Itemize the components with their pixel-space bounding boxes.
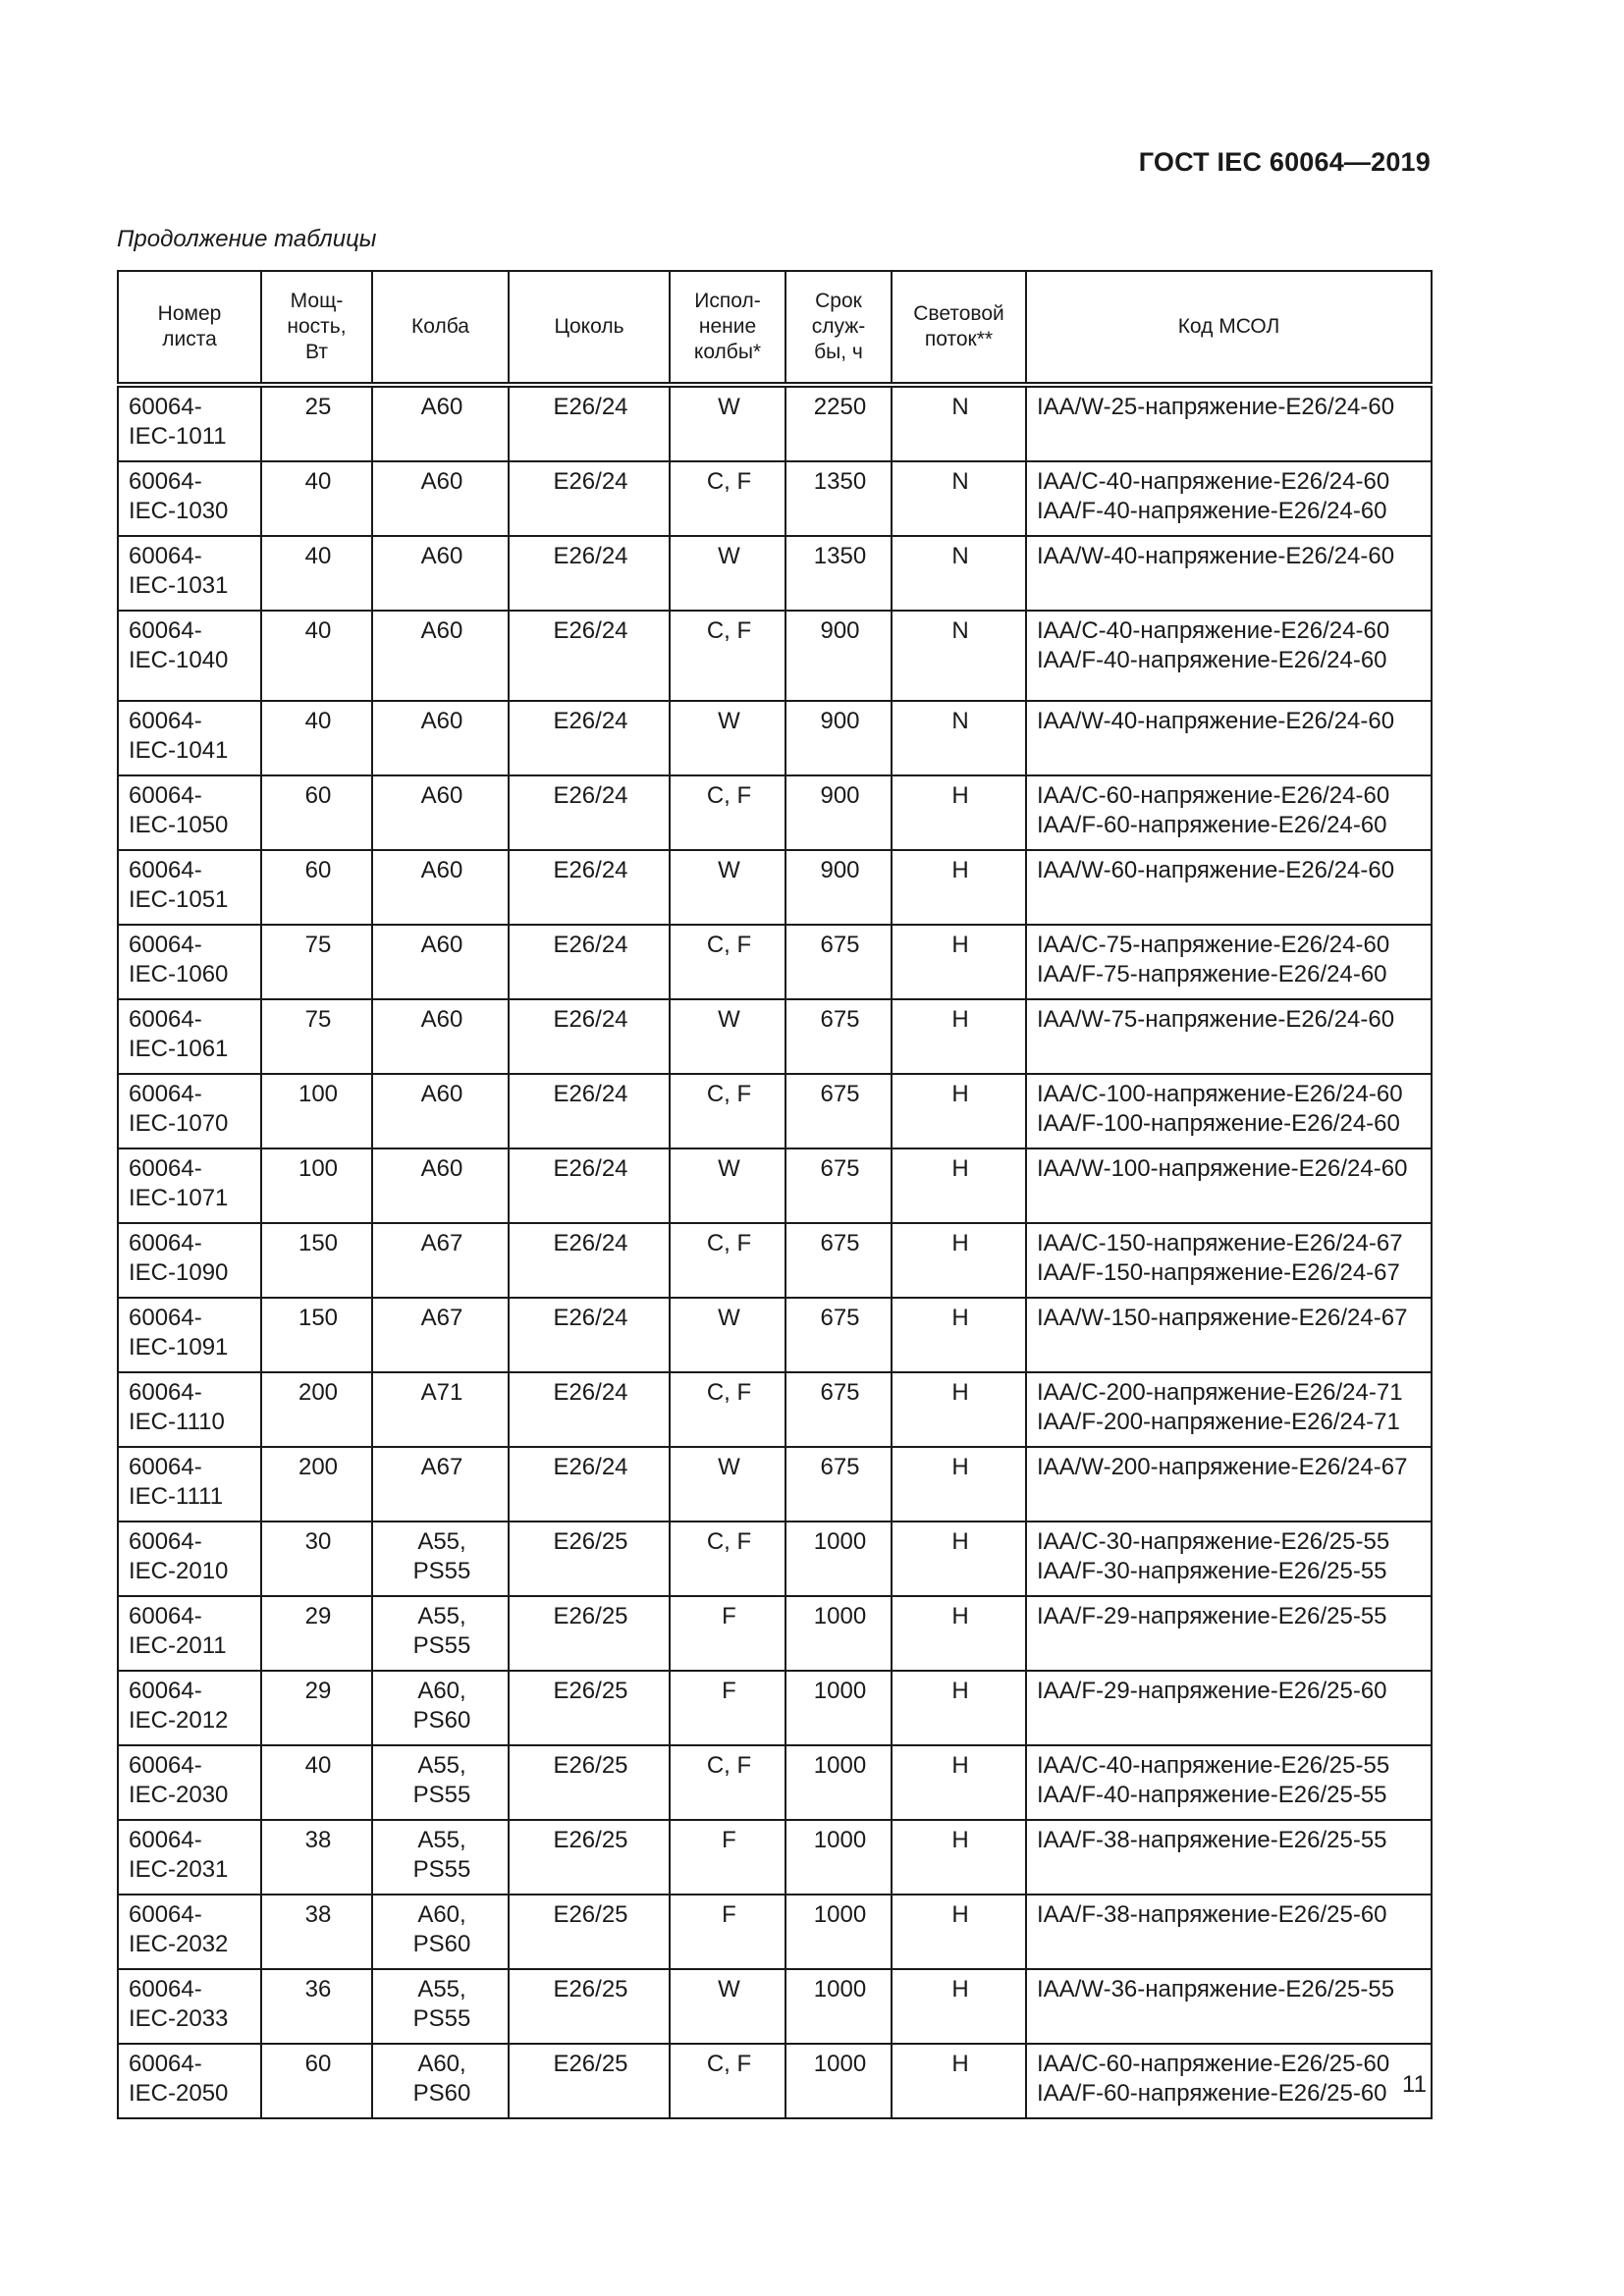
cell-life-hours: 1000 — [785, 1596, 892, 1671]
document-code: ГОСТ IEC 60064—2019 — [1138, 147, 1431, 177]
cell-bulb: A60 — [372, 999, 509, 1074]
cell-life-hours: 675 — [785, 1148, 892, 1223]
cell-luminous-flux: H — [892, 1969, 1026, 2044]
cell-bulb-finish: C, F — [670, 775, 785, 850]
table-row — [118, 925, 1432, 999]
cell-luminous-flux: H — [892, 1298, 1026, 1372]
cell-sheet-number: 60064- IEC-1051 — [118, 850, 261, 925]
cell-power: 150 — [261, 1298, 372, 1372]
table-row — [118, 2044, 1432, 2118]
table-row — [118, 775, 1432, 850]
cell-life-hours: 900 — [785, 850, 892, 925]
cell-bulb: A67 — [372, 1223, 509, 1298]
cell-bulb-finish: C, F — [670, 1223, 785, 1298]
table-row — [118, 461, 1432, 536]
cell-life-hours: 1000 — [785, 1895, 892, 1969]
cell-cap: E26/25 — [509, 1820, 670, 1895]
cell-ilcos-code: IAA/C-40-напряжение-E26/25-55 IAA/F-40-напряжение-E26/25-55 — [1026, 1745, 1432, 1820]
cell-power: 75 — [261, 999, 372, 1074]
cell-power: 40 — [261, 701, 372, 775]
table-row — [118, 1820, 1432, 1895]
cell-life-hours: 1000 — [785, 1745, 892, 1820]
cell-sheet-number: 60064- IEC-2031 — [118, 1820, 261, 1895]
cell-bulb-finish: C, F — [670, 1074, 785, 1148]
cell-cap: E26/24 — [509, 999, 670, 1074]
cell-ilcos-code: IAA/C-150-напряжение-E26/24-67 IAA/F-150-напряжение-E26/24-67 — [1026, 1223, 1432, 1298]
cell-ilcos-code: IAA/F-29-напряжение-E26/25-55 — [1026, 1596, 1432, 1671]
cell-bulb-finish: W — [670, 1298, 785, 1372]
cell-bulb-finish: W — [670, 1447, 785, 1522]
cell-cap: E26/24 — [509, 1447, 670, 1522]
cell-cap: E26/25 — [509, 1745, 670, 1820]
cell-cap: E26/24 — [509, 1372, 670, 1447]
cell-bulb: A60, PS60 — [372, 2044, 509, 2118]
cell-luminous-flux: H — [892, 1671, 1026, 1745]
cell-power: 150 — [261, 1223, 372, 1298]
cell-cap: E26/24 — [509, 1074, 670, 1148]
cell-luminous-flux: H — [892, 1148, 1026, 1223]
table-row — [118, 385, 1432, 461]
cell-luminous-flux: H — [892, 1372, 1026, 1447]
cell-ilcos-code: IAA/F-38-напряжение-E26/25-60 — [1026, 1895, 1432, 1969]
table-row — [118, 1298, 1432, 1372]
cell-life-hours: 1000 — [785, 1671, 892, 1745]
cell-cap: E26/25 — [509, 1522, 670, 1596]
cell-life-hours: 675 — [785, 1223, 892, 1298]
cell-life-hours: 1000 — [785, 1522, 892, 1596]
col-header-finish: Испол- нение колбы* — [670, 271, 785, 385]
col-header-sheet: Номер листа — [118, 271, 261, 385]
cell-ilcos-code: IAA/F-38-напряжение-E26/25-55 — [1026, 1820, 1432, 1895]
cell-bulb-finish: C, F — [670, 1522, 785, 1596]
cell-ilcos-code: IAA/W-150-напряжение-E26/24-67 — [1026, 1298, 1432, 1372]
cell-bulb: A55, PS55 — [372, 1596, 509, 1671]
cell-cap: E26/25 — [509, 1596, 670, 1671]
cell-power: 100 — [261, 1148, 372, 1223]
cell-sheet-number: 60064- IEC-1061 — [118, 999, 261, 1074]
cell-sheet-number: 60064- IEC-2030 — [118, 1745, 261, 1820]
cell-sheet-number: 60064- IEC-1030 — [118, 461, 261, 536]
cell-bulb-finish: C, F — [670, 611, 785, 701]
col-header-flux: Световой поток** — [892, 271, 1026, 385]
cell-cap: E26/25 — [509, 1671, 670, 1745]
cell-life-hours: 2250 — [785, 385, 892, 461]
cell-sheet-number: 60064- IEC-2032 — [118, 1895, 261, 1969]
cell-ilcos-code: IAA/W-25-напряжение-E26/24-60 — [1026, 385, 1432, 461]
cell-sheet-number: 60064- IEC-1011 — [118, 385, 261, 461]
cell-ilcos-code: IAA/C-60-напряжение-E26/25-60 IAA/F-60-напряжение-E26/25-60 — [1026, 2044, 1432, 2118]
cell-luminous-flux: H — [892, 1522, 1026, 1596]
cell-life-hours: 675 — [785, 1372, 892, 1447]
cell-bulb: A60 — [372, 385, 509, 461]
cell-luminous-flux: H — [892, 1447, 1026, 1522]
cell-bulb: A60 — [372, 1148, 509, 1223]
cell-luminous-flux: H — [892, 1820, 1026, 1895]
cell-bulb-finish: C, F — [670, 1372, 785, 1447]
cell-ilcos-code: IAA/W-40-напряжение-E26/24-60 — [1026, 536, 1432, 611]
cell-power: 60 — [261, 2044, 372, 2118]
cell-life-hours: 1350 — [785, 536, 892, 611]
cell-luminous-flux: H — [892, 925, 1026, 999]
cell-cap: E26/24 — [509, 925, 670, 999]
cell-life-hours: 900 — [785, 775, 892, 850]
table-row — [118, 611, 1432, 701]
table-row — [118, 1074, 1432, 1148]
cell-life-hours: 1000 — [785, 1969, 892, 2044]
cell-ilcos-code: IAA/F-29-напряжение-E26/25-60 — [1026, 1671, 1432, 1745]
cell-bulb-finish: W — [670, 999, 785, 1074]
cell-luminous-flux: H — [892, 1223, 1026, 1298]
cell-power: 100 — [261, 1074, 372, 1148]
cell-bulb-finish: W — [670, 385, 785, 461]
cell-luminous-flux: H — [892, 775, 1026, 850]
cell-life-hours: 900 — [785, 701, 892, 775]
cell-sheet-number: 60064- IEC-1041 — [118, 701, 261, 775]
cell-luminous-flux: H — [892, 1596, 1026, 1671]
col-header-cap: Цоколь — [509, 271, 670, 385]
cell-bulb-finish: W — [670, 850, 785, 925]
cell-bulb: A55, PS55 — [372, 1522, 509, 1596]
cell-sheet-number: 60064- IEC-1040 — [118, 611, 261, 701]
cell-cap: E26/24 — [509, 1223, 670, 1298]
cell-luminous-flux: H — [892, 1074, 1026, 1148]
cell-cap: E26/24 — [509, 701, 670, 775]
cell-bulb: A60 — [372, 775, 509, 850]
cell-power: 40 — [261, 611, 372, 701]
cell-power: 60 — [261, 850, 372, 925]
table-header-row — [118, 271, 1432, 385]
table-row — [118, 1745, 1432, 1820]
cell-ilcos-code: IAA/C-30-напряжение-E26/25-55 IAA/F-30-напряжение-E26/25-55 — [1026, 1522, 1432, 1596]
cell-cap: E26/24 — [509, 1148, 670, 1223]
cell-ilcos-code: IAA/C-40-напряжение-E26/24-60 IAA/F-40-напряжение-E26/24-60 — [1026, 611, 1432, 701]
cell-sheet-number: 60064- IEC-2011 — [118, 1596, 261, 1671]
cell-ilcos-code: IAA/C-75-напряжение-E26/24-60 IAA/F-75-напряжение-E26/24-60 — [1026, 925, 1432, 999]
cell-cap: E26/24 — [509, 461, 670, 536]
col-header-power: Мощ- ность, Вт — [261, 271, 372, 385]
cell-power: 38 — [261, 1895, 372, 1969]
cell-luminous-flux: N — [892, 385, 1026, 461]
table-row — [118, 536, 1432, 611]
cell-bulb: A67 — [372, 1298, 509, 1372]
table-row — [118, 850, 1432, 925]
cell-power: 29 — [261, 1671, 372, 1745]
cell-bulb-finish: C, F — [670, 2044, 785, 2118]
table-row — [118, 1895, 1432, 1969]
cell-bulb-finish: C, F — [670, 461, 785, 536]
cell-sheet-number: 60064- IEC-1050 — [118, 775, 261, 850]
cell-bulb-finish: C, F — [670, 925, 785, 999]
cell-bulb: A60 — [372, 536, 509, 611]
cell-cap: E26/24 — [509, 536, 670, 611]
cell-bulb: A55, PS55 — [372, 1745, 509, 1820]
cell-bulb: A60 — [372, 850, 509, 925]
cell-cap: E26/24 — [509, 1298, 670, 1372]
cell-ilcos-code: IAA/C-200-напряжение-E26/24-71 IAA/F-200-напряжение-E26/24-71 — [1026, 1372, 1432, 1447]
table-row — [118, 1596, 1432, 1671]
cell-power: 36 — [261, 1969, 372, 2044]
table-row — [118, 1522, 1432, 1596]
cell-bulb-finish: W — [670, 701, 785, 775]
cell-sheet-number: 60064- IEC-2033 — [118, 1969, 261, 2044]
table-row — [118, 1372, 1432, 1447]
cell-bulb: A60, PS60 — [372, 1895, 509, 1969]
cell-luminous-flux: H — [892, 1895, 1026, 1969]
cell-life-hours: 675 — [785, 999, 892, 1074]
cell-bulb: A60 — [372, 1074, 509, 1148]
cell-luminous-flux: N — [892, 611, 1026, 701]
table-row — [118, 1671, 1432, 1745]
cell-life-hours: 900 — [785, 611, 892, 701]
cell-luminous-flux: H — [892, 850, 1026, 925]
table-row — [118, 1969, 1432, 2044]
cell-power: 40 — [261, 536, 372, 611]
cell-ilcos-code: IAA/W-75-напряжение-E26/24-60 — [1026, 999, 1432, 1074]
cell-cap: E26/24 — [509, 611, 670, 701]
cell-power: 40 — [261, 461, 372, 536]
cell-cap: E26/24 — [509, 850, 670, 925]
cell-power: 30 — [261, 1522, 372, 1596]
cell-luminous-flux: N — [892, 701, 1026, 775]
cell-bulb: A60 — [372, 925, 509, 999]
cell-ilcos-code: IAA/C-60-напряжение-E26/24-60 IAA/F-60-напряжение-E26/24-60 — [1026, 775, 1432, 850]
table-row — [118, 1223, 1432, 1298]
table-row — [118, 701, 1432, 775]
cell-ilcos-code: IAA/C-100-напряжение-E26/24-60 IAA/F-100-напряжение-E26/24-60 — [1026, 1074, 1432, 1148]
cell-bulb: A71 — [372, 1372, 509, 1447]
table-row — [118, 1447, 1432, 1522]
cell-luminous-flux: H — [892, 1745, 1026, 1820]
cell-bulb-finish: W — [670, 1148, 785, 1223]
cell-ilcos-code: IAA/W-200-напряжение-E26/24-67 — [1026, 1447, 1432, 1522]
cell-power: 40 — [261, 1745, 372, 1820]
cell-sheet-number: 60064- IEC-1031 — [118, 536, 261, 611]
cell-ilcos-code: IAA/C-40-напряжение-E26/24-60 IAA/F-40-напряжение-E26/24-60 — [1026, 461, 1432, 536]
cell-sheet-number: 60064- IEC-2050 — [118, 2044, 261, 2118]
table-row — [118, 1148, 1432, 1223]
cell-power: 200 — [261, 1372, 372, 1447]
cell-bulb: A55, PS55 — [372, 1820, 509, 1895]
cell-bulb: A60 — [372, 611, 509, 701]
cell-bulb: A67 — [372, 1447, 509, 1522]
cell-cap: E26/25 — [509, 2044, 670, 2118]
cell-bulb-finish: F — [670, 1895, 785, 1969]
cell-luminous-flux: H — [892, 999, 1026, 1074]
cell-bulb: A60 — [372, 461, 509, 536]
table-body — [118, 385, 1432, 2118]
cell-power: 60 — [261, 775, 372, 850]
cell-sheet-number: 60064- IEC-1110 — [118, 1372, 261, 1447]
col-header-life: Срок служ- бы, ч — [785, 271, 892, 385]
cell-sheet-number: 60064- IEC-2012 — [118, 1671, 261, 1745]
cell-cap: E26/24 — [509, 775, 670, 850]
cell-cap: E26/24 — [509, 385, 670, 461]
cell-bulb-finish: W — [670, 536, 785, 611]
cell-bulb: A60, PS60 — [372, 1671, 509, 1745]
cell-power: 38 — [261, 1820, 372, 1895]
cell-bulb-finish: F — [670, 1820, 785, 1895]
cell-power: 75 — [261, 925, 372, 999]
cell-life-hours: 1350 — [785, 461, 892, 536]
cell-power: 200 — [261, 1447, 372, 1522]
cell-life-hours: 1000 — [785, 1820, 892, 1895]
cell-bulb: A60 — [372, 701, 509, 775]
cell-cap: E26/25 — [509, 1895, 670, 1969]
cell-ilcos-code: IAA/W-100-напряжение-E26/24-60 — [1026, 1148, 1432, 1223]
cell-ilcos-code: IAA/W-40-напряжение-E26/24-60 — [1026, 701, 1432, 775]
cell-bulb: A55, PS55 — [372, 1969, 509, 2044]
cell-life-hours: 675 — [785, 925, 892, 999]
cell-cap: E26/25 — [509, 1969, 670, 2044]
cell-sheet-number: 60064- IEC-1111 — [118, 1447, 261, 1522]
cell-power: 25 — [261, 385, 372, 461]
cell-life-hours: 1000 — [785, 2044, 892, 2118]
cell-sheet-number: 60064- IEC-1060 — [118, 925, 261, 999]
cell-ilcos-code: IAA/W-36-напряжение-E26/25-55 — [1026, 1969, 1432, 2044]
cell-sheet-number: 60064- IEC-1071 — [118, 1148, 261, 1223]
col-header-bulb: Колба — [372, 271, 509, 385]
cell-power: 29 — [261, 1596, 372, 1671]
cell-bulb-finish: F — [670, 1596, 785, 1671]
cell-sheet-number: 60064- IEC-1090 — [118, 1223, 261, 1298]
cell-life-hours: 675 — [785, 1447, 892, 1522]
cell-bulb-finish: F — [670, 1671, 785, 1745]
cell-life-hours: 675 — [785, 1298, 892, 1372]
cell-luminous-flux: N — [892, 536, 1026, 611]
cell-life-hours: 675 — [785, 1074, 892, 1148]
cell-luminous-flux: N — [892, 461, 1026, 536]
cell-ilcos-code: IAA/W-60-напряжение-E26/24-60 — [1026, 850, 1432, 925]
cell-sheet-number: 60064- IEC-2010 — [118, 1522, 261, 1596]
table-row — [118, 999, 1432, 1074]
col-header-code: Код МСОЛ — [1026, 271, 1432, 385]
page-number: 11 — [1402, 2071, 1427, 2098]
cell-bulb-finish: W — [670, 1969, 785, 2044]
cell-bulb-finish: C, F — [670, 1745, 785, 1820]
lamp-data-table — [117, 270, 1433, 2119]
cell-sheet-number: 60064- IEC-1091 — [118, 1298, 261, 1372]
cell-sheet-number: 60064- IEC-1070 — [118, 1074, 261, 1148]
table-caption: Продолжение таблицы — [117, 226, 377, 252]
cell-luminous-flux: H — [892, 2044, 1026, 2118]
